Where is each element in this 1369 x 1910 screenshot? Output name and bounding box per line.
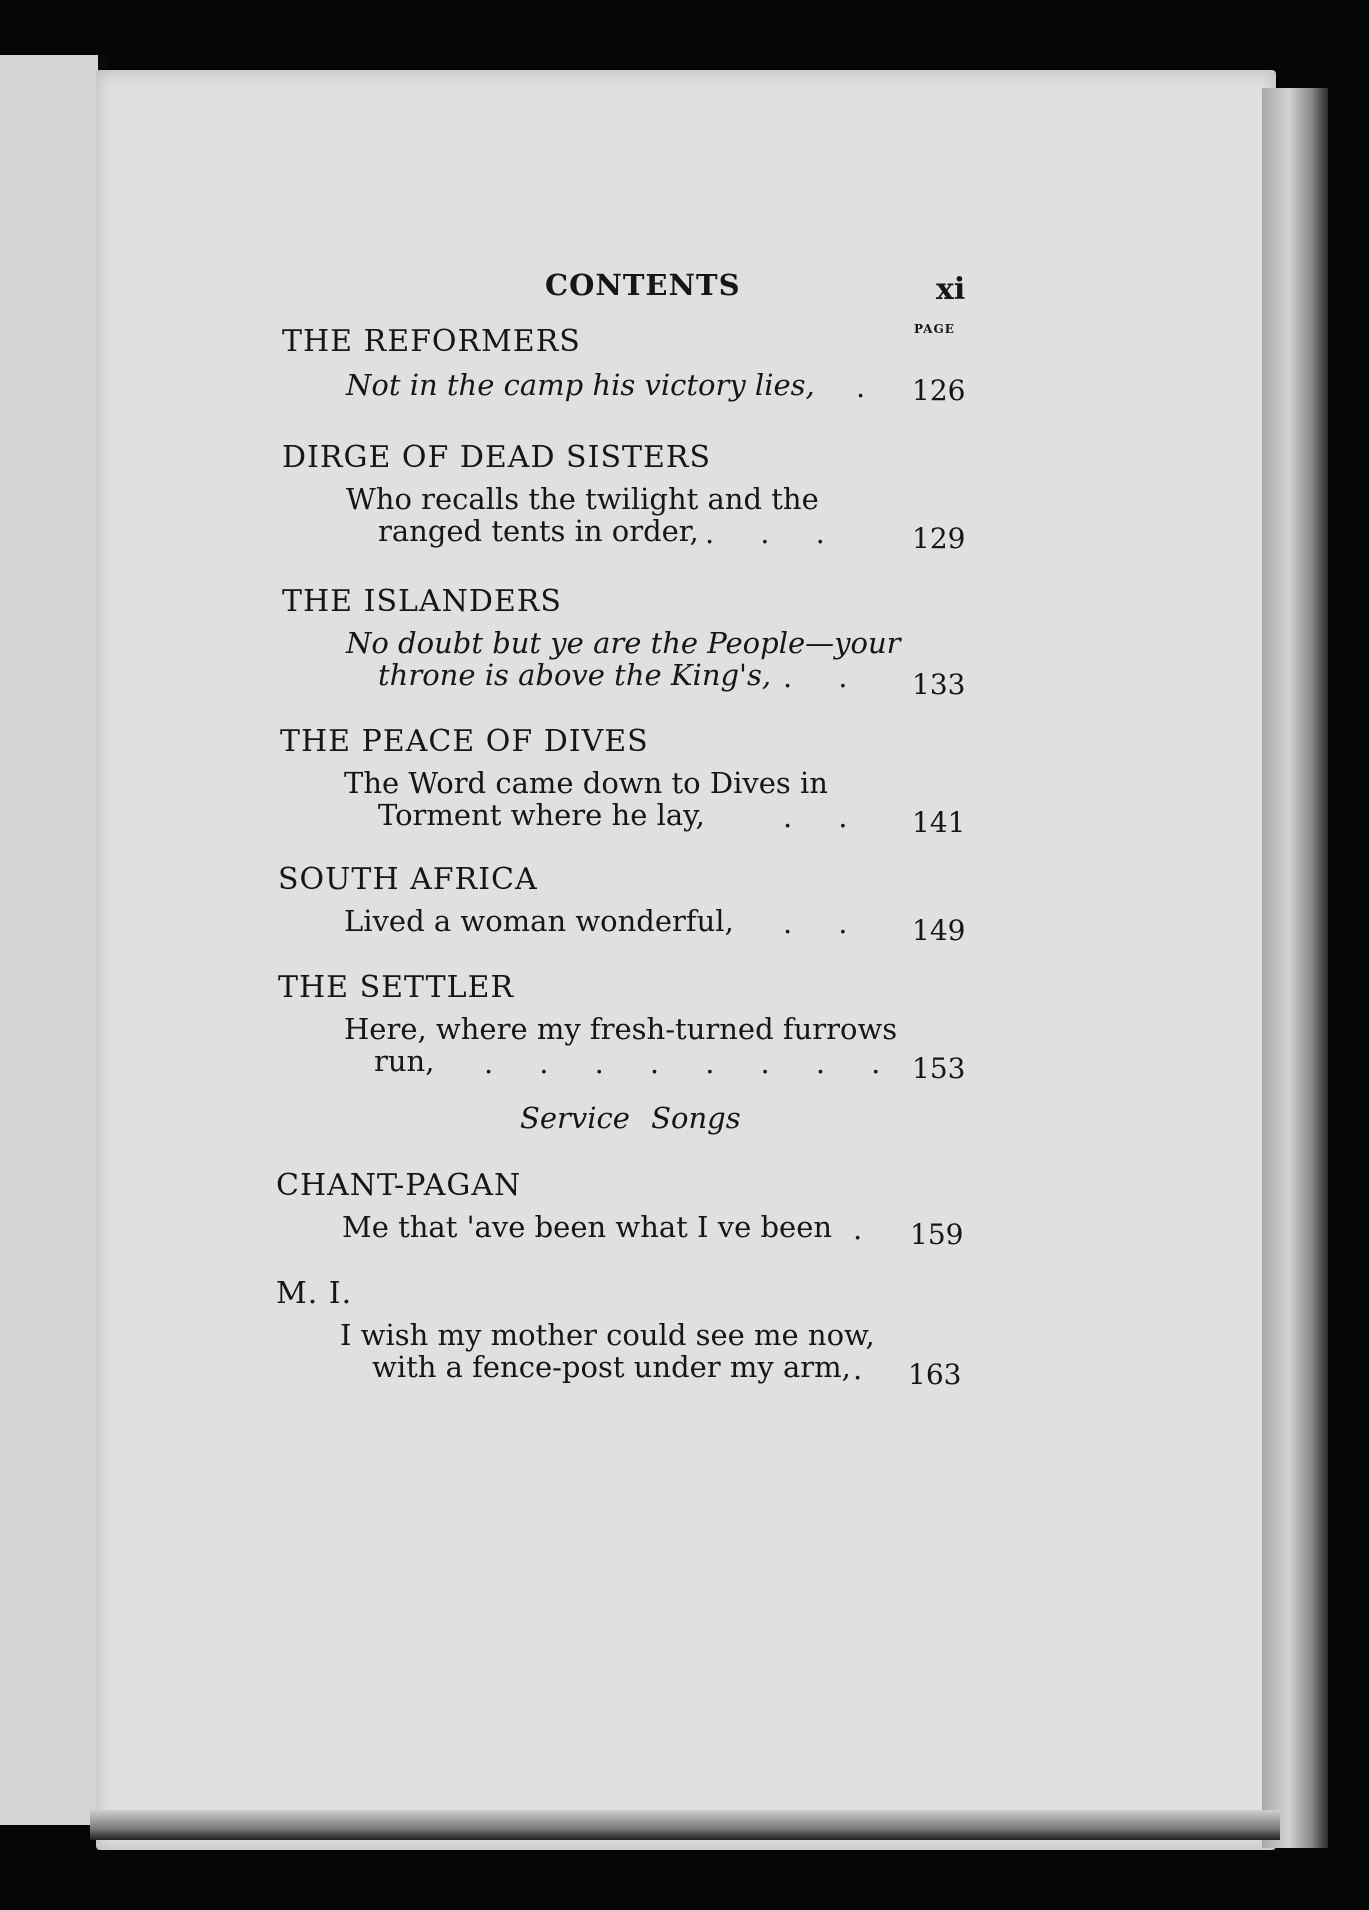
entry-second-line: with a fence-post under my arm, bbox=[372, 1350, 851, 1384]
page-edge-bottom bbox=[90, 1810, 1280, 1840]
leader-dots: . . bbox=[783, 906, 848, 940]
entry-first-line: The Word came down to Dives in bbox=[344, 766, 828, 800]
leader-dots: . . . bbox=[705, 516, 825, 550]
section-heading: Service Songs bbox=[520, 1101, 741, 1135]
entry-page-number: 149 bbox=[912, 914, 966, 947]
entry-second-line: throne is above the King's, bbox=[378, 658, 772, 692]
leader-dots: . bbox=[853, 1212, 863, 1246]
page-edge-right bbox=[1262, 88, 1328, 1848]
entry-title: THE PEACE OF DIVES bbox=[280, 724, 649, 759]
entry-page-number: 153 bbox=[912, 1052, 966, 1085]
leader-dots: . . . . . . . . bbox=[484, 1046, 881, 1080]
running-head-title: CONTENTS bbox=[545, 268, 741, 302]
entry-page-number: 133 bbox=[912, 668, 966, 701]
entry-second-line: Torment where he lay, bbox=[378, 798, 705, 832]
entry-first-line: Who recalls the twilight and the bbox=[346, 482, 819, 516]
entry-first-line: Me that 'ave been what I ve been bbox=[342, 1210, 833, 1244]
entry-title: THE SETTLER bbox=[278, 970, 515, 1005]
entry-first-line: No doubt but ye are the People—your bbox=[346, 626, 901, 660]
entry-title: SOUTH AFRICA bbox=[278, 862, 538, 897]
entry-page-number: 126 bbox=[912, 374, 966, 407]
entry-first-line: Here, where my fresh-turned furrows bbox=[344, 1012, 898, 1046]
page-number-roman: xi bbox=[936, 272, 966, 307]
entry-second-line: run, bbox=[374, 1044, 435, 1078]
book-page bbox=[96, 70, 1276, 1850]
entry-first-line: Lived a woman wonderful, bbox=[344, 904, 734, 938]
entry-page-number: 163 bbox=[908, 1358, 962, 1391]
leader-dots: . . bbox=[783, 800, 848, 834]
leader-dots: . bbox=[853, 1352, 863, 1386]
page-column-label: PAGE bbox=[914, 322, 955, 336]
entry-second-line: ranged tents in order, bbox=[378, 514, 699, 548]
leader-dots: . bbox=[856, 370, 866, 404]
entry-title: THE ISLANDERS bbox=[282, 584, 562, 619]
leader-dots: . . bbox=[783, 660, 848, 694]
entry-title: M. I. bbox=[276, 1276, 353, 1311]
entry-title: CHANT-PAGAN bbox=[276, 1168, 522, 1203]
entry-title: DIRGE OF DEAD SISTERS bbox=[282, 440, 712, 475]
entry-page-number: 129 bbox=[912, 522, 966, 555]
entry-first-line: Not in the camp his victory lies, bbox=[346, 368, 815, 402]
entry-page-number: 141 bbox=[912, 806, 966, 839]
left-facing-page bbox=[0, 55, 108, 1825]
entry-first-line: I wish my mother could see me now, bbox=[340, 1318, 875, 1352]
entry-title: THE REFORMERS bbox=[282, 324, 581, 359]
entry-page-number: 159 bbox=[910, 1218, 964, 1251]
